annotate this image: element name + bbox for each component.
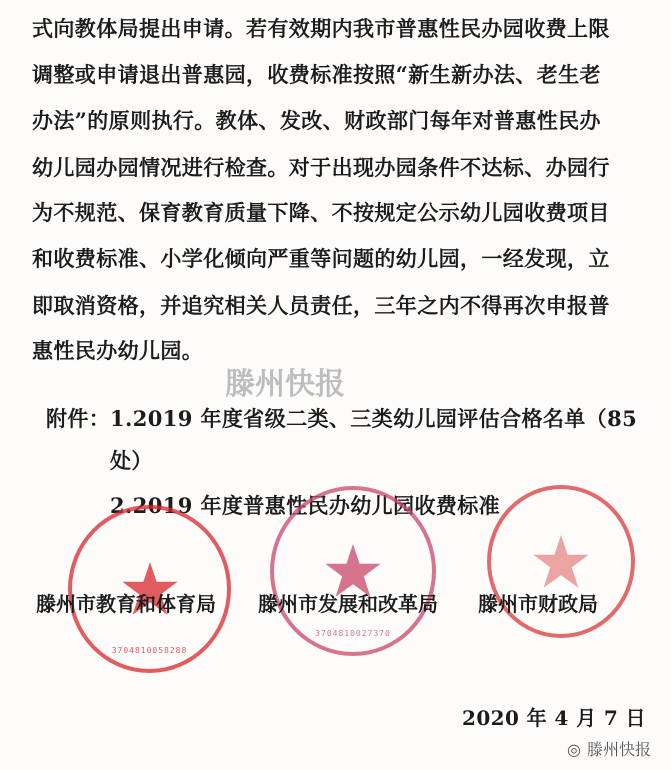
seal-development-bureau (270, 486, 436, 656)
attachment-item-1-cont: 处） (110, 448, 153, 473)
seal-code: 3704810027370 (315, 629, 391, 638)
body-line: 调整或申请退出普惠园，收费标准按照“新生新办法、老生老 (32, 62, 601, 87)
signatory-education: 滕州市教育和体育局 (36, 592, 216, 616)
body-line: 为不规范、保育教育质量下降、不按规定公示幼儿园收费项目 (32, 200, 610, 225)
attachment-item-2: 2.2019 年度普惠性民办幼儿园收费标准 (110, 493, 501, 518)
body-line: 即取消资格，并追究相关人员责任，三年之内不得再次申报普 (32, 293, 610, 318)
seal-code: 3704810058288 (111, 646, 188, 655)
signatory-development: 滕州市发展和改革局 (258, 592, 438, 616)
signatory-finance: 滕州市财政局 (478, 592, 598, 616)
wechat-icon: ◎ (567, 740, 581, 759)
body-line: 幼儿园办园情况进行检查。对于出现办园条件不达标、办园行 (32, 155, 610, 180)
body-line: 惠性民办幼儿园。 (32, 338, 204, 363)
body-line: 办法”的原则执行。教体、发改、财政部门每年对普惠性民办 (32, 108, 601, 133)
attachments-label: 附件： (46, 406, 111, 431)
body-line: 式向教体局提出申请。若有效期内我市普惠性民办园收费上限 (32, 16, 610, 41)
attachment-item-1: 1.2019 年度省级二类、三类幼儿园评估合格名单（85 (110, 406, 638, 431)
seal-education-bureau (68, 505, 231, 673)
watermark: 滕州快报 (225, 367, 345, 402)
body-line: 和收费标准、小学化倾向严重等问题的幼儿园，一经发现，立 (32, 246, 610, 271)
brand-name: 滕州快报 (586, 740, 651, 759)
document-date: 2020 年 4 月 7 日 (462, 706, 646, 730)
brand-badge (567, 740, 651, 760)
star-icon (531, 532, 591, 592)
